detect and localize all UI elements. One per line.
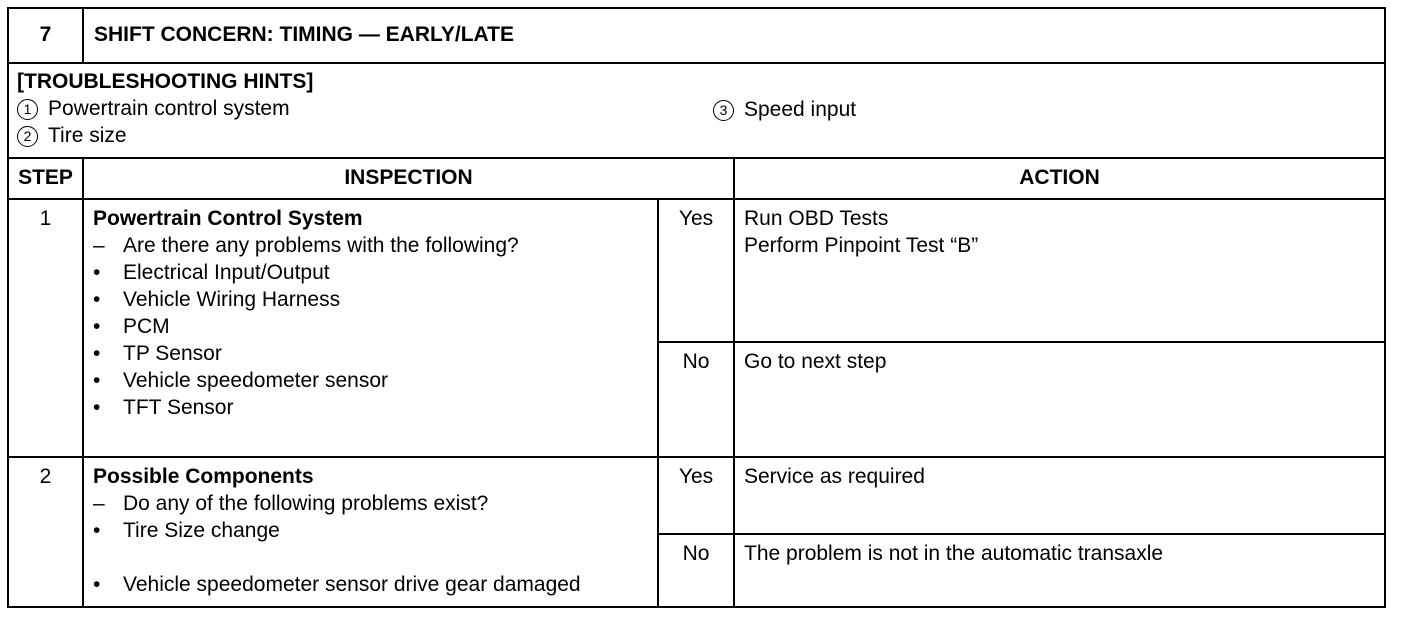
inspection-item: • TFT Sensor: [93, 396, 234, 419]
bullet: •: [93, 369, 101, 392]
action-no: Go to next step: [744, 350, 887, 373]
hint-item: [17, 95, 290, 122]
bullet: •: [93, 261, 101, 284]
inspection-title: Powertrain Control System: [93, 207, 363, 230]
action-yes: [744, 205, 978, 259]
answer-yes: Yes: [678, 207, 714, 230]
hint-item: [17, 122, 127, 149]
inspection-question: – Do any of the following problems exist?: [93, 492, 489, 515]
hint-label: Tire size: [48, 124, 127, 147]
concern-title: SHIFT CONCERN: TIMING — EARLY/LATE: [94, 23, 514, 46]
action-yes: Service as required: [744, 465, 925, 488]
bullet: •: [93, 519, 101, 542]
rule-step2-yes-no: [657, 533, 1386, 535]
hint-label: Powertrain control system: [48, 97, 290, 120]
inspection-item: • TP Sensor: [93, 342, 222, 365]
inspection-item: • Electrical Input/Output: [93, 261, 330, 284]
bullet: •: [93, 288, 101, 311]
dash: –: [93, 234, 105, 257]
hint-item: [713, 96, 856, 123]
hints-heading: [TROUBLESHOOTING HINTS]: [17, 70, 314, 93]
action-no: The problem is not in the automatic transaxle: [744, 542, 1164, 565]
answer-no: No: [682, 542, 710, 565]
column-header-action: ACTION: [1019, 166, 1100, 189]
rule-action-column: [733, 157, 735, 608]
inspection-item: • Vehicle Wiring Harness: [93, 288, 341, 311]
rule-step1: [7, 456, 1386, 458]
bullet: •: [93, 342, 101, 365]
answer-no: No: [682, 350, 710, 373]
circled-number: 3: [713, 100, 734, 121]
column-header-step: STEP: [18, 166, 73, 189]
circled-number: 1: [17, 99, 38, 120]
bullet: •: [93, 315, 101, 338]
bullet: •: [93, 573, 101, 596]
inspection-item: • Tire Size change: [93, 519, 280, 542]
concern-number: 7: [39, 23, 52, 46]
inspection-item: • PCM: [93, 315, 170, 338]
action-line: Run OBD Tests: [744, 207, 889, 230]
bullet: •: [93, 396, 101, 419]
column-header-inspection: INSPECTION: [344, 166, 473, 189]
inspection-cell: [93, 205, 519, 421]
dash: –: [93, 492, 105, 515]
rule-columns: [7, 198, 1386, 200]
rule-step1-yes-no: [657, 341, 1386, 343]
circled-number: 2: [17, 126, 38, 147]
rule-header: [7, 62, 1386, 64]
hint-label: Speed input: [744, 98, 857, 121]
inspection-title: Possible Components: [93, 465, 314, 488]
rule-step-column: [82, 157, 84, 608]
inspection-question: – Are there any problems with the following?: [93, 234, 519, 257]
action-line: Perform Pinpoint Test “B”: [744, 234, 979, 257]
answer-yes: Yes: [678, 465, 714, 488]
inspection-item: • Vehicle speedometer sensor: [93, 369, 388, 392]
step-number: 2: [39, 465, 52, 488]
rule-header-number: [82, 7, 84, 63]
inspection-item: • Vehicle speedometer sensor drive gear damaged: [93, 573, 581, 596]
rule-hints: [7, 157, 1386, 159]
step-number: 1: [39, 207, 52, 230]
